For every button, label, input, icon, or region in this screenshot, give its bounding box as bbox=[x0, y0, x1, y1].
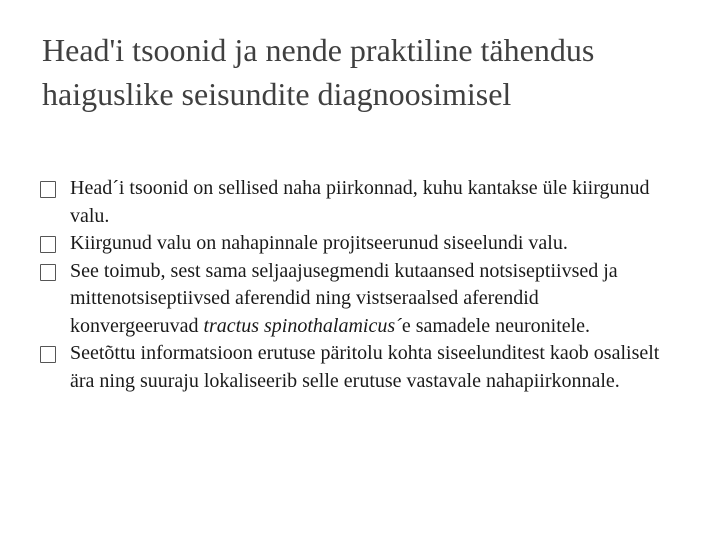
slide-title: Head'i tsoonid ja nende praktiline tähendus haiguslike seisundite diagnoosimisel bbox=[42, 32, 595, 112]
bullet-text: Kiirgunud valu on nahapinnale projitseerunud siseelundi valu. bbox=[70, 232, 568, 254]
box-bullet-icon bbox=[40, 181, 56, 198]
bullet-text-continued: e samadele neuronitele. bbox=[401, 314, 591, 337]
bullet-text-italic: tractus spinothalamicus´ bbox=[203, 314, 402, 337]
box-bullet-icon bbox=[40, 264, 56, 281]
box-bullet-icon bbox=[40, 346, 56, 363]
bullet-item bbox=[40, 340, 670, 395]
box-bullet-icon bbox=[40, 236, 56, 253]
bullet-text: Head´i tsoonid on sellised naha piirkonnad, kuhu kantakse üle kiirgunud valu. bbox=[70, 177, 650, 227]
bullet-text: Seetõttu informatsioon erutuse päritolu kohta siseelunditest kaob osaliselt ära ning suuraju lokaliseerib selle erutuse vastavale nahapiirkonnale. bbox=[70, 342, 660, 392]
bullet-text: See toimub, sest sama seljaajusegmendi kutaansed notsiseptiivsed ja mittenotsiseptiivsed aferendid ning vistseraalsed aferendid konvergeeruvad bbox=[70, 259, 618, 337]
bullet-item bbox=[40, 230, 670, 258]
bullet-item bbox=[40, 175, 670, 230]
bullet-list bbox=[40, 175, 670, 395]
bullet-item bbox=[40, 258, 670, 341]
